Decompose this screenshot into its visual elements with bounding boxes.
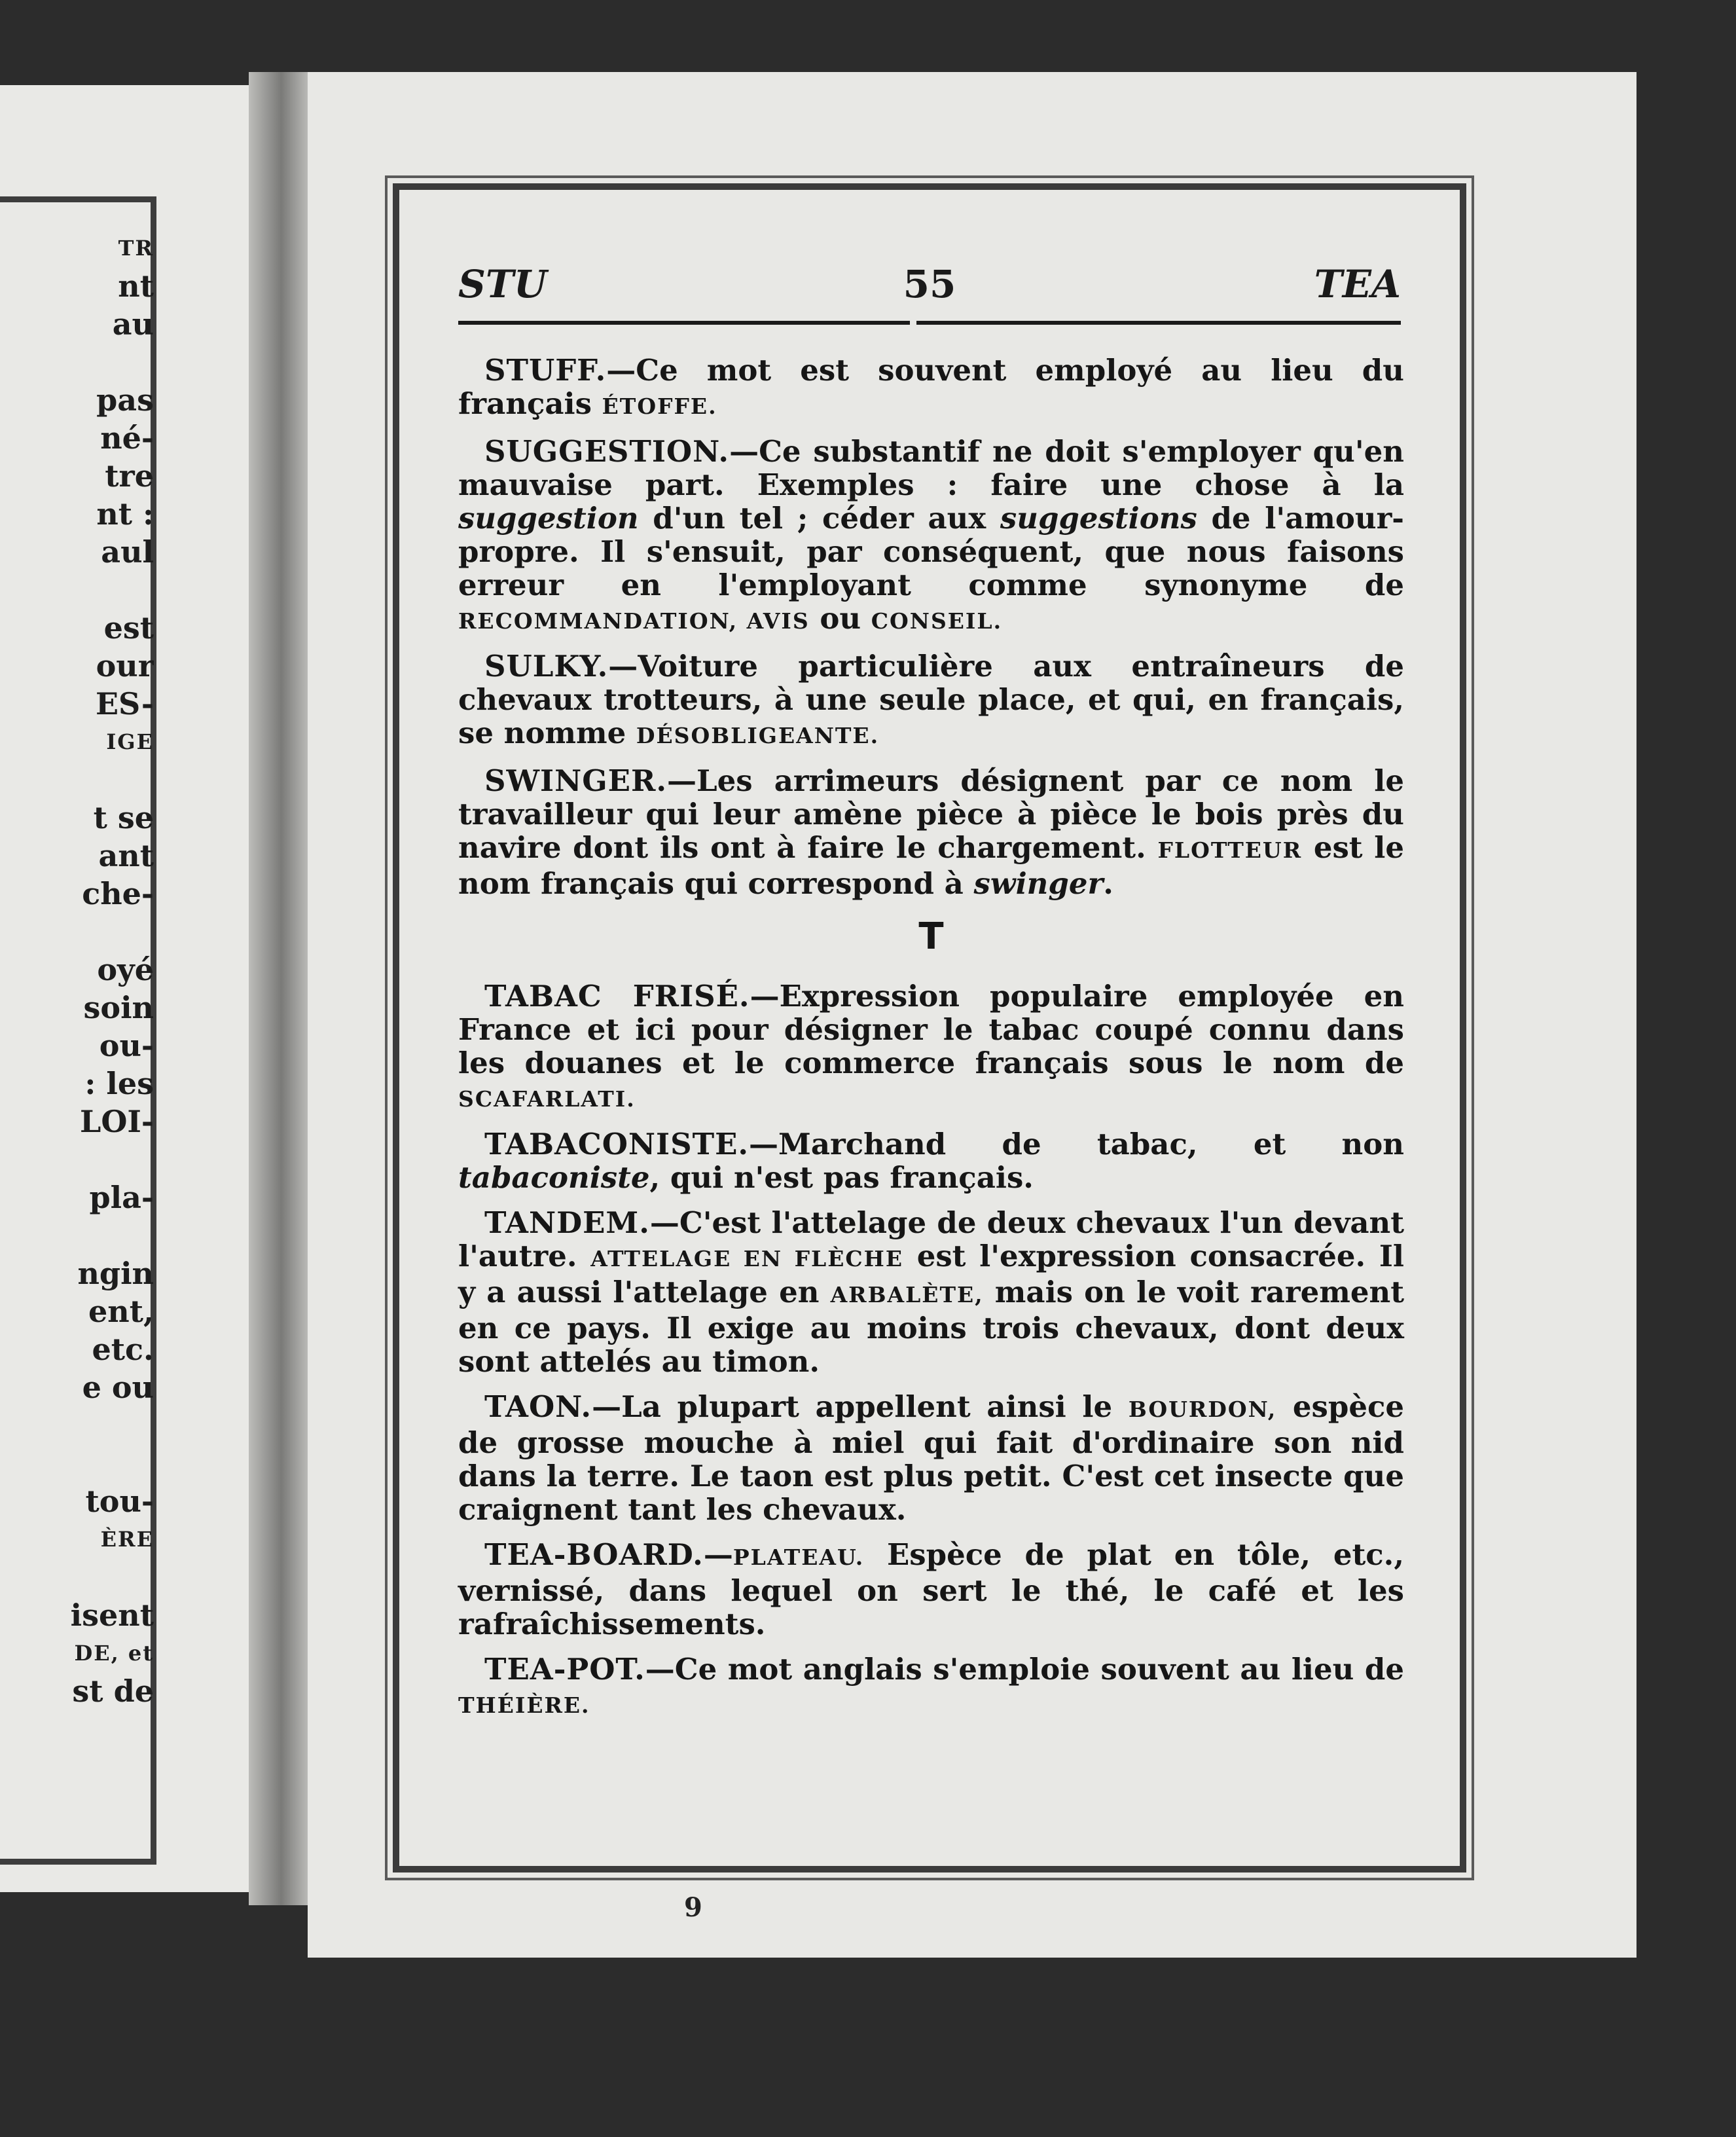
previous-page-fragment: né- [100, 420, 154, 456]
previous-page-fragment: nt : [96, 496, 154, 532]
previous-page-fragment: oyé [97, 952, 154, 987]
dictionary-entry [458, 354, 1404, 423]
entry-headword: SWINGER. [484, 763, 668, 798]
previous-page-fragment [0, 1141, 154, 1178]
previous-page-fragment [0, 761, 154, 799]
entry-text: espèce de grosse mouche à miel qui fait d'ordinaire son nid dans la terre. Le taon est plus petit. C'est cet insecte que craignent tant les chevaux. [458, 1389, 1404, 1527]
previous-page-fragment: tre [105, 458, 154, 494]
entry-text: est le nom français qui correspond à [458, 830, 1405, 901]
entry-text: — [703, 1537, 733, 1572]
entry-text: d'un tel ; céder aux [638, 501, 1000, 536]
previous-page-fragment: pas [96, 382, 154, 418]
entry-headword: TABAC FRISÉ. [484, 979, 750, 1014]
entry-headword: TANDEM. [484, 1205, 650, 1240]
header-right-guide-word: TEA [1314, 262, 1401, 306]
previous-page-fragment: isent [70, 1598, 154, 1633]
entry-text: —Ce mot est souvent employé au lieu du français [458, 353, 1404, 421]
entry-text: ou [809, 601, 871, 636]
section-letter: T [918, 915, 944, 958]
entry-headword: TAON. [484, 1389, 592, 1424]
italic-term: suggestions [1000, 501, 1197, 536]
italic-term: suggestion [458, 501, 639, 536]
previous-page-fragment: LOI- [79, 1104, 154, 1139]
previous-page-fragment [0, 1444, 154, 1482]
previous-page-fragment: ES- [95, 686, 154, 721]
previous-page-fragment: ou- [99, 1028, 154, 1063]
entry-text: —Ce mot anglais s'emploie souvent au lieu de [645, 1652, 1404, 1687]
previous-page [0, 85, 249, 1892]
italic-term: swinger [973, 866, 1104, 901]
entry-headword: TEA-POT. [484, 1652, 645, 1687]
previous-page-fragment: : les [84, 1066, 154, 1101]
dictionary-entry [458, 649, 1404, 752]
previous-page-fragment: ngin [77, 1256, 154, 1291]
entry-text: —Ce substantif ne doit s'employer qu'en mauvaise part. Exemples : faire une chose à la [458, 434, 1404, 502]
entry-text: —C'est l'attelage de deux chevaux l'un devant l'autre. [458, 1205, 1404, 1273]
small-caps-term: PLATEAU. [732, 1544, 865, 1570]
page-number: 55 [903, 262, 956, 306]
entry-text: —La plupart appellent ainsi le [592, 1389, 1129, 1424]
signature-mark: 9 [684, 1892, 702, 1923]
dictionary-entry [458, 1206, 1404, 1378]
small-caps-term: FLOTTEUR [1157, 837, 1303, 863]
previous-page-fragment [0, 913, 154, 951]
small-caps-term: BOURDON, [1128, 1397, 1277, 1422]
previous-page-fragment: our [96, 648, 154, 684]
entry-text: —Voiture particulière aux entraîneurs de chevaux trotteurs, à une seule place, et qui, en français, se nomme [458, 649, 1404, 750]
dictionary-entries [458, 354, 1404, 1734]
previous-page-fragment: IGE [106, 729, 154, 754]
previous-page-fragment [0, 1406, 154, 1444]
entry-text: mais on le voit rarement en ce pays. Il exige au moins trois chevaux, dont deux sont attelés au timon. [458, 1275, 1404, 1379]
previous-page-fragment: che- [82, 876, 154, 911]
previous-page-fragment: ant [98, 838, 154, 873]
small-caps-term: ATTELAGE EN FLÈCHE [590, 1246, 903, 1271]
previous-page-fragment: e ou [82, 1370, 154, 1405]
entry-headword: SULKY. [484, 649, 609, 684]
dictionary-entry [458, 1390, 1404, 1526]
previous-page-fragment: t se [93, 800, 154, 835]
small-caps-term: SCAFARLATI. [458, 1086, 636, 1112]
small-caps-term: CONSEIL. [871, 608, 1003, 634]
previous-page-fragment: ÈRE [100, 1527, 154, 1552]
entry-text: —Expression populaire employée en France et ici pour désigner le tabac coupé connu dans les douanes et le commerce français sous le nom de [458, 979, 1404, 1080]
previous-page-fragment: st de [72, 1673, 154, 1709]
small-caps-term: DÉSOBLIGEANTE. [636, 723, 880, 748]
entry-headword: STUFF. [484, 353, 607, 388]
entry-headword: SUGGESTION. [484, 434, 730, 469]
book-page [308, 72, 1637, 1958]
header-rule [458, 321, 1401, 325]
previous-page-fragment: DE, et [74, 1641, 154, 1666]
entry-headword: TEA-BOARD. [484, 1537, 704, 1572]
previous-page-fragment: pla- [89, 1180, 154, 1215]
previous-page-fragment: aul [101, 534, 154, 570]
small-caps-term: ÉTOFFE. [602, 393, 717, 419]
small-caps-term: ARBALÈTE, [830, 1282, 984, 1307]
dictionary-entry [458, 1127, 1404, 1194]
entry-text: —Marchand de tabac, et non [749, 1127, 1404, 1161]
entry-text: , qui n'est pas français. [649, 1160, 1034, 1195]
entry-text: Espèce de plat en tôle, etc., vernissé, dans lequel on sert le thé, le café et les rafraîchissements. [458, 1537, 1404, 1641]
dictionary-entry [458, 1538, 1404, 1641]
dictionary-entry [458, 1653, 1404, 1722]
previous-page-fragment: au [112, 306, 154, 342]
previous-page-fragment: tou- [85, 1484, 154, 1519]
entry-headword: TABACONISTE. [484, 1127, 750, 1161]
previous-page-fragment [0, 1558, 154, 1596]
header-left-guide-word: STU [458, 262, 547, 306]
previous-page-fragment: etc. [92, 1332, 154, 1367]
previous-page-fragment: nt [118, 268, 154, 304]
entry-text: de l'amour-propre. Il s'ensuit, par conséquent, que nous faisons erreur en l'employant comme synonyme de [458, 501, 1404, 602]
previous-page-fragment: soin [83, 990, 154, 1025]
small-caps-term: RECOMMANDATION, AVIS [458, 608, 810, 634]
previous-page-fragment: est [103, 610, 154, 646]
entry-text: —Les arrimeurs désignent par ce nom le travailleur qui leur amène pièce à pièce le bois près du navire dont ils ont à faire le chargement. [458, 763, 1404, 865]
running-header [458, 262, 1401, 314]
previous-page-fragment: TR [118, 236, 154, 261]
dictionary-entry [458, 764, 1404, 900]
previous-page-fragment [0, 571, 154, 609]
page-frame [393, 183, 1466, 1923]
entry-text: . [1103, 866, 1113, 901]
dictionary-entry [458, 979, 1404, 1116]
small-caps-term: THÉIÈRE. [458, 1692, 590, 1718]
previous-page-fragment [0, 1216, 154, 1254]
italic-term: tabaconiste [458, 1160, 650, 1195]
previous-page-fragment: ent, [88, 1294, 154, 1329]
previous-page-text-fragments [0, 229, 154, 1710]
dictionary-entry [458, 435, 1404, 638]
previous-page-fragment [0, 343, 154, 381]
entry-text: est l'expression consacrée. Il y a aussi l'attelage en [458, 1239, 1404, 1309]
